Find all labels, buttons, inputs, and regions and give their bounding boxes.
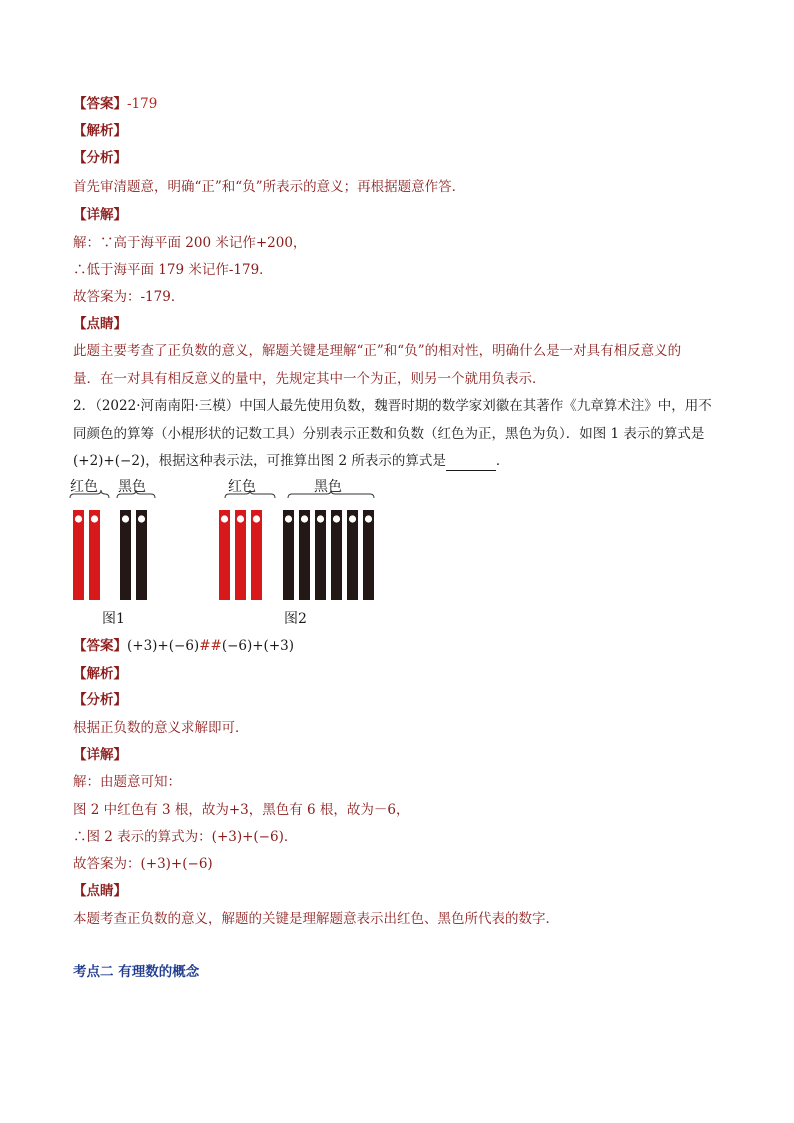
fig2-red-rod-dot bbox=[237, 515, 244, 522]
fig2-black-rod bbox=[283, 510, 294, 600]
fig2-black-rod-dot bbox=[301, 515, 308, 522]
answer-formula: (−6)+(+3) bbox=[221, 638, 294, 654]
fig2-black-rod bbox=[363, 510, 374, 600]
answer-formula: (+3)+(−6) bbox=[127, 638, 200, 654]
detail-formula: (+3)+(−6) bbox=[140, 856, 213, 872]
fig2-black-rod bbox=[347, 510, 358, 600]
fig1-red-rod bbox=[89, 510, 100, 600]
analysis-tag: 【解析】 bbox=[73, 666, 127, 682]
analysis-tag: 【解析】 bbox=[73, 123, 127, 139]
fig1-black-rod bbox=[136, 510, 147, 600]
rods-group bbox=[73, 510, 374, 600]
fenxi-tag: 【分析】 bbox=[73, 150, 127, 166]
fenxi-text: 首先审清题意，明确“正”和“负”所表示的意义；再根据题意作答． bbox=[73, 179, 466, 195]
answer-value: -179 bbox=[127, 96, 158, 112]
fig1-red-rod bbox=[73, 510, 84, 600]
fig2-black-rod bbox=[315, 510, 326, 600]
fig2-black-label: 黑色 bbox=[314, 479, 342, 495]
fenxi-tag: 【分析】 bbox=[73, 692, 127, 708]
section-heading: 考点二 有理数的概念 bbox=[73, 964, 200, 980]
fig2-black-rod-dot bbox=[285, 515, 292, 522]
answer-separator: ## bbox=[199, 638, 222, 654]
detail-tag: 【详解】 bbox=[73, 207, 127, 223]
fig2-black-rod bbox=[331, 510, 342, 600]
fig1-red-rod-dot bbox=[91, 515, 98, 522]
fig1-red-rod-dot bbox=[75, 515, 82, 522]
q2-stem-line: 同颜色的算筹（小棍形状的记数工具）分别表示正数和负数（红色为正，黑色为负）．如图 1 表示的算式是 bbox=[73, 426, 705, 442]
fig1-black-label: 黑色 bbox=[118, 479, 146, 495]
fig2-red-rod bbox=[235, 510, 246, 600]
fig2-red-label: 红色 bbox=[228, 479, 256, 495]
fig1-black-rod-dot bbox=[122, 515, 129, 522]
answer-tag: 【答案】 bbox=[73, 96, 127, 112]
detail-line: 图 2 中红色有 3 根，故为+3，黑色有 6 根，故为－6， bbox=[73, 802, 410, 818]
comment-line: 此题主要考查了正负数的意义，解题关键是理解“正”和“负”的相对性，明确什么是一对具有相反意义的 bbox=[73, 343, 682, 359]
fenxi-text: 根据正负数的意义求解即可． bbox=[73, 720, 249, 736]
stem-text: ，根据这种表示法，可推算出图 2 所表示的算式是 bbox=[145, 453, 446, 469]
detail-line: 解：∵高于海平面 200 米记作+200， bbox=[73, 235, 307, 251]
comment-tag: 【点睛】 bbox=[73, 316, 127, 332]
formula: (+2)+(−2) bbox=[73, 453, 146, 469]
detail-tag: 【详解】 bbox=[73, 747, 127, 763]
detail-text: ∴图 2 表示的算式为： bbox=[73, 829, 212, 845]
fig1-caption: 图1 bbox=[102, 611, 125, 627]
comment-tag: 【点睛】 bbox=[73, 883, 127, 899]
q2-stem-line3 bbox=[73, 451, 509, 471]
fig1-black-rod-dot bbox=[138, 515, 145, 522]
fig2-black-rod-dot bbox=[333, 515, 340, 522]
fig2-red-rod-dot bbox=[253, 515, 260, 522]
fig2-red-rod-dot bbox=[221, 515, 228, 522]
counting-rods-figure bbox=[60, 472, 400, 636]
detail-line4 bbox=[73, 854, 213, 874]
fig1-red-label: 红色 bbox=[70, 479, 98, 495]
comment-line: 量．在一对具有相反意义的量中，先规定其中一个为正，则另一个就用负表示． bbox=[73, 371, 546, 387]
answer-tag: 【答案】 bbox=[73, 638, 127, 654]
comment-line: 本题考查正负数的意义，解题的关键是理解题意表示出红色、黑色所代表的数字． bbox=[73, 911, 559, 927]
detail-text: 故答案为： bbox=[73, 856, 141, 872]
fig1-black-rod bbox=[120, 510, 131, 600]
detail-line: 解：由题意可知： bbox=[73, 774, 181, 790]
stem-end: ． bbox=[495, 453, 510, 469]
fig2-black-rod-dot bbox=[349, 515, 356, 522]
q2-answer-line bbox=[73, 636, 294, 656]
q2-stem-line: 2．（2022·河南南阳·三模）中国人最先使用负数，魏晋时期的数学家刘徽在其著作《九章算术注》中，用不 bbox=[73, 398, 712, 414]
detail-line3 bbox=[73, 827, 297, 847]
figure-svg bbox=[60, 472, 400, 632]
detail-line: 故答案为：-179． bbox=[73, 289, 185, 305]
q1-answer-line bbox=[73, 94, 157, 114]
fig2-caption: 图2 bbox=[284, 611, 307, 627]
fig2-black-rod-dot bbox=[317, 515, 324, 522]
detail-line: ∴低于海平面 179 米记作-179． bbox=[73, 262, 273, 278]
fig2-black-rod bbox=[299, 510, 310, 600]
fig2-red-rod bbox=[219, 510, 230, 600]
detail-formula: (+3)+(−6) bbox=[211, 829, 284, 845]
fig2-black-rod-dot bbox=[365, 515, 372, 522]
fig2-red-rod bbox=[251, 510, 262, 600]
detail-end: ． bbox=[283, 829, 298, 845]
answer-blank bbox=[446, 456, 496, 471]
